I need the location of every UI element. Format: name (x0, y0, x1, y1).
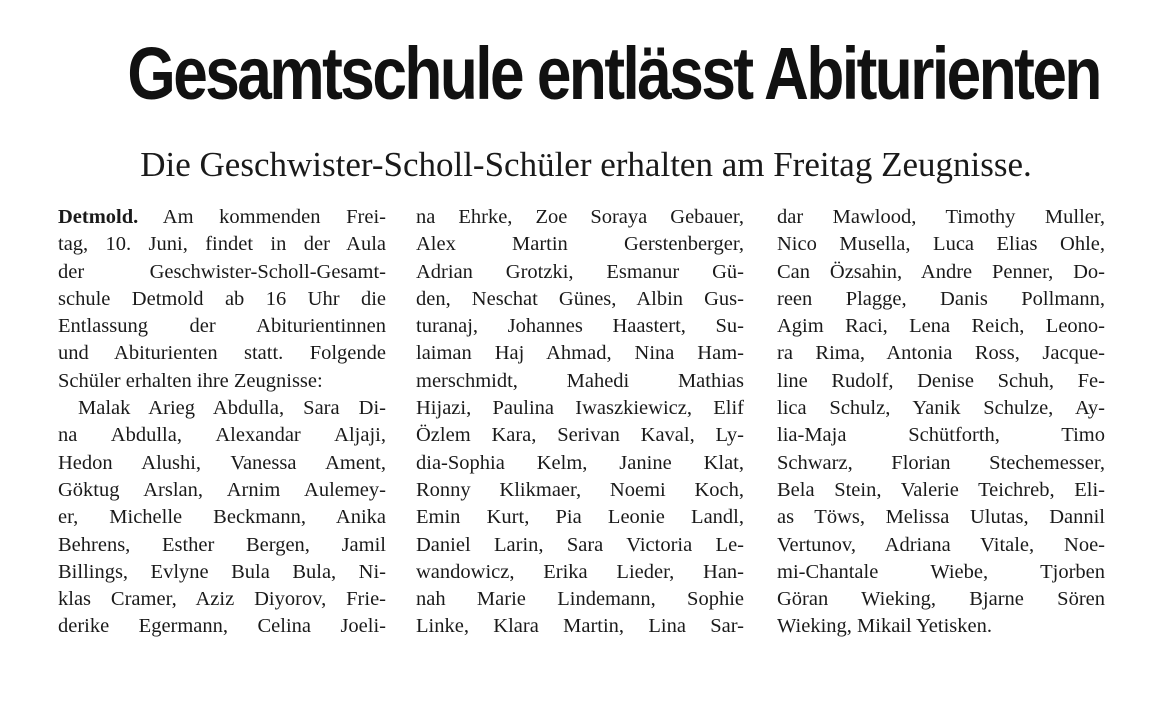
text-line: tag, 10. Juni, findet in der Aula (58, 233, 386, 256)
text-line: Entlassung der Abiturientinnen (58, 315, 386, 338)
text-line: Göktug Arslan, Arnim Aulemey- (58, 478, 386, 501)
article-headline: Gesamtschule entlässt Abiturienten (127, 32, 1100, 115)
text-line: na Ehrke, Zoe Soraya Gebauer, (416, 206, 744, 228)
text-line: Bela Stein, Valerie Teichreb, Eli- (777, 478, 1105, 501)
text-line: Schüler erhalten ihre Zeugnisse: (58, 369, 323, 392)
text-line: Daniel Larin, Sara Victoria Le- (416, 533, 744, 556)
text-line: lia-Maja Schütforth, Timo (777, 424, 1105, 447)
article-column-3 (777, 204, 1105, 641)
article-dateline: Detmold. (58, 206, 139, 228)
text-line: mi-Chantale Wiebe, Tjorben (777, 560, 1105, 583)
text-line: und Abiturienten statt. Folgende (58, 342, 386, 365)
text-line: merschmidt, Mahedi Mathias (416, 369, 744, 392)
text-line: derike Egermann, Celina Joeli- (58, 615, 386, 638)
text-line: dar Mawlood, Timothy Muller, (777, 206, 1105, 228)
text-line: nah Marie Lindemann, Sophie (416, 588, 744, 611)
text-line: dia-Sophia Kelm, Janine Klat, (416, 451, 744, 474)
text-line (58, 204, 386, 231)
text-line: na Abdulla, Alexandar Aljaji, (58, 424, 386, 447)
text-line: Billings, Evlyne Bula Bula, Ni- (58, 560, 386, 583)
text-line: Schwarz, Florian Stechemesser, (777, 451, 1105, 474)
text-line: klas Cramer, Aziz Diyorov, Frie- (58, 588, 386, 611)
text-line: Ronny Klikmaer, Noemi Koch, (416, 478, 744, 501)
text-line: line Rudolf, Denise Schuh, Fe- (777, 369, 1105, 392)
text-line: Malak Arieg Abdulla, Sara Di- (78, 397, 386, 420)
text-line: den, Neschat Günes, Albin Gus- (416, 287, 744, 310)
text-line: Behrens, Esther Bergen, Jamil (58, 533, 386, 556)
text-line: Göran Wieking, Bjarne Sören (777, 588, 1105, 611)
text-line: Can Özsahin, Andre Penner, Do- (777, 260, 1105, 283)
text-line: Hedon Alushi, Vanessa Ament, (58, 451, 386, 474)
article-column-2 (416, 204, 744, 641)
text-line: Özlem Kara, Serivan Kaval, Ly- (416, 424, 744, 447)
article-column-1 (58, 204, 386, 641)
text-line: wandowicz, Erika Lieder, Han- (416, 560, 744, 583)
text-line: lica Schulz, Yanik Schulze, Ay- (777, 397, 1105, 420)
text-line: Nico Musella, Luca Elias Ohle, (777, 233, 1105, 256)
text-line: Hijazi, Paulina Iwaszkiewicz, Elif (416, 397, 744, 420)
text-line: as Töws, Melissa Ulutas, Dannil (777, 506, 1105, 529)
text-line: ra Rima, Antonia Ross, Jacque- (777, 342, 1105, 365)
text-line: laiman Haj Ahmad, Nina Ham- (416, 342, 744, 365)
text-line: schule Detmold ab 16 Uhr die (58, 287, 386, 310)
text-line: reen Plagge, Danis Pollmann, (777, 287, 1105, 310)
line-text: Am kommenden Frei- (138, 206, 386, 228)
text-line: Vertunov, Adriana Vitale, Noe- (777, 533, 1105, 556)
text-line: er, Michelle Beckmann, Anika (58, 506, 386, 529)
text-line: turanaj, Johannes Haastert, Su- (416, 315, 744, 338)
text-line: Emin Kurt, Pia Leonie Landl, (416, 506, 744, 529)
text-line: Alex Martin Gerstenberger, (416, 233, 744, 256)
text-line: Adrian Grotzki, Esmanur Gü- (416, 260, 744, 283)
article-subheadline: Die Geschwister-Scholl-Schüler erhalten am Freitag Zeugnisse. (140, 145, 1032, 184)
text-line: der Geschwister-Scholl-Gesamt- (58, 260, 386, 283)
text-line: Wieking, Mikail Yetisken. (777, 615, 992, 638)
text-line: Agim Raci, Lena Reich, Leono- (777, 315, 1105, 338)
text-line: Linke, Klara Martin, Lina Sar- (416, 615, 744, 638)
